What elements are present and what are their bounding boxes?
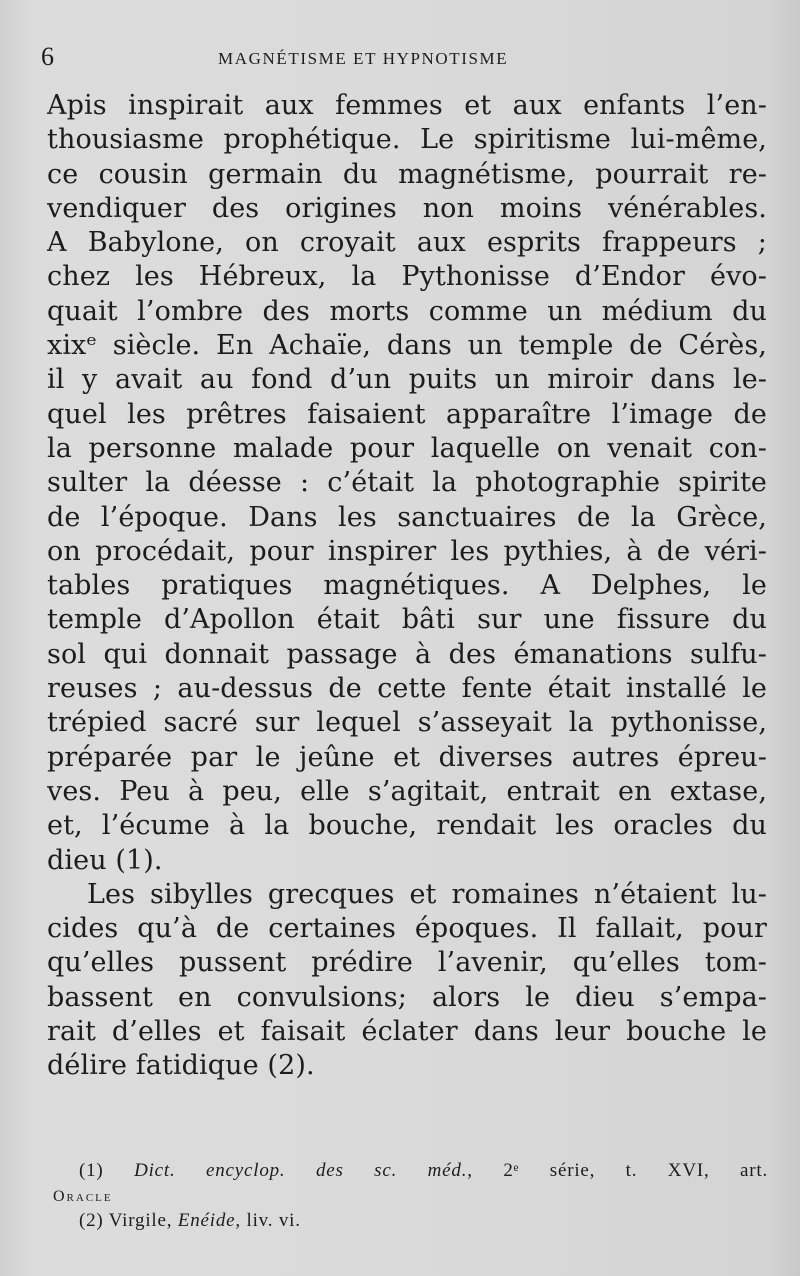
text-line: thousiasme prophétique. Le spiritisme lui-même,	[47, 124, 767, 156]
text-line: sol qui donnait passage à des émanations sulfu-	[47, 638, 767, 670]
footnote-marker: (2)	[79, 1210, 104, 1231]
text-line: A Babylone, on croyait aux esprits frappeurs ;	[47, 227, 767, 259]
text-line: bassent en convulsions; alors le dieu s’empa-	[47, 981, 767, 1013]
footnote-2-title: Enéide,	[177, 1210, 241, 1231]
footnote-1-article: Oracle	[53, 1188, 113, 1205]
text-line: préparée par le jeûne et diverses autres épreu-	[47, 741, 767, 773]
footnote-1-detail: 2ᵉ série, t. XVI, art.	[503, 1160, 768, 1181]
body-text	[47, 89, 767, 1084]
text-line: tables pratiques magnétiques. A Delphes, le	[47, 570, 767, 602]
footnote-2	[53, 1208, 768, 1233]
text-line: il y avait au fond d’un puits un miroir dans le-	[47, 364, 767, 396]
footnote-1-continuation	[53, 1183, 768, 1208]
text-line: sulter la déesse : c’était la photographie spirite	[47, 467, 767, 499]
text-line: temple d’Apollon était bâti sur une fissure du	[47, 604, 767, 636]
text-line: chez les Hébreux, la Pythonisse d’Endor évo-	[47, 261, 767, 293]
text-line: délire fatidique (2).	[47, 1050, 315, 1082]
text-line: Apis inspirait aux femmes et aux enfants l’en-	[47, 90, 767, 121]
text-line: ves. Peu à peu, elle s’agitait, entrait en extase,	[47, 775, 767, 807]
text-line: rait d’elles et faisait éclater dans leur bouche le	[47, 1016, 767, 1048]
text-line: reuses ; au-dessus de cette fente était installé le	[47, 673, 767, 705]
footnote-1	[53, 1158, 768, 1183]
text-line: quel les prêtres faisaient apparaître l’image de	[47, 398, 767, 430]
text-line: on procédait, pour inspirer les pythies, à de véri-	[47, 535, 767, 567]
text-line: cides qu’à de certaines époques. Il fallait, pour	[47, 913, 767, 945]
text-line: ce cousin germain du magnétisme, pourrait re-	[47, 158, 767, 190]
text-line: vendiquer des origines non moins vénérables.	[47, 192, 767, 224]
text-line: trépied sacré sur lequel s’asseyait la pythonisse,	[47, 707, 767, 739]
footnote-2-author: Virgile,	[108, 1210, 173, 1231]
footnote-1-title: Dict. encyclop. des sc. méd.,	[134, 1160, 473, 1181]
footnote-2-detail: liv. vi.	[246, 1210, 301, 1231]
footnotes	[53, 1158, 768, 1233]
text-line: la personne malade pour laquelle on venait con-	[47, 432, 767, 464]
text-line: et, l’écume à la bouche, rendait les oracles du	[47, 810, 767, 842]
text-line: Les sibylles grecques et romaines n’étaient lu-	[87, 878, 767, 910]
running-head: MAGNÉTISME ET HYPNOTISME	[218, 49, 509, 68]
text-line: de l’époque. Dans les sanctuaires de la Grèce,	[47, 501, 767, 533]
text-line: xixᵉ siècle. En Achaïe, dans un temple de Cérès,	[47, 330, 767, 362]
text-line: qu’elles pussent prédire l’avenir, qu’elles tom-	[47, 947, 767, 979]
page-number: 6	[41, 42, 54, 71]
footnote-marker: (1)	[79, 1160, 104, 1181]
text-line: dieu (1).	[47, 844, 163, 876]
text-line: quait l’ombre des morts comme un médium du	[47, 295, 767, 327]
